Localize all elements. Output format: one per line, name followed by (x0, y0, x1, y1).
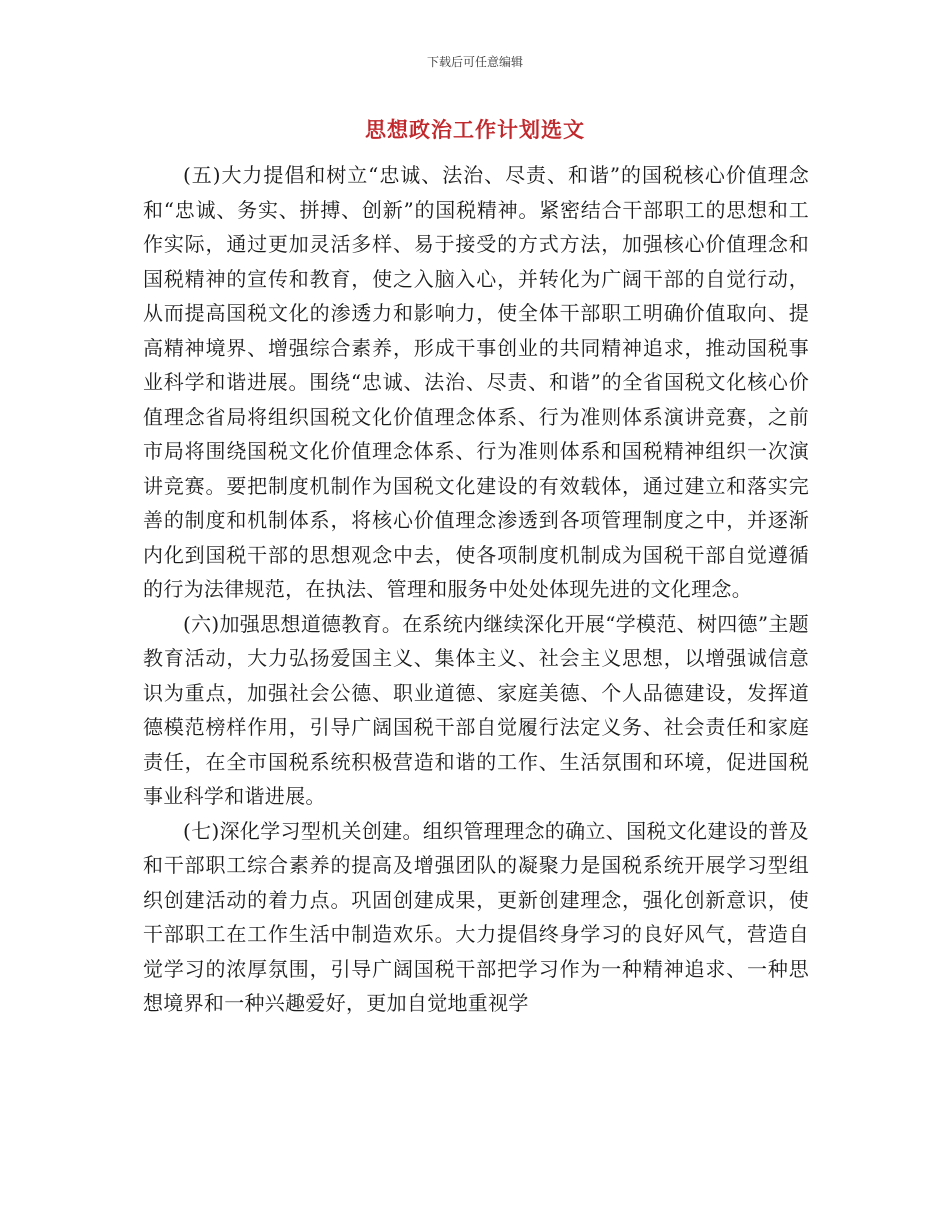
paragraph-5: (五)大力提倡和树立“忠诚、法治、尽责、和谐”的国税核心价值理念和“忠诚、务实、拼搏、创新”的国税精神。紧密结合干部职工的思想和工作实际，通过更加灵活多样、易于接受的方式方法，加强核心价值理念和国税精神的宣传和教育，使之入脑入心，并转化为广阔干部的自觉行动，从而提高国税文化的渗透力和影响力，使全体干部职工明确价值取向、提高精神境界、增强综合素养，形成干事创业的共同精神追求，推动国税事业科学和谐进展。围绕“忠诚、法治、尽责、和谐”的全省国税文化核心价值理念省局将组织国税文化价值理念体系、行为准则体系演讲竞赛，之前市局将围绕国税文化价值理念体系、行为准则体系和国税精神组织一次演讲竞赛。要把制度机制作为国税文化建设的有效载体，通过建立和落实完善的制度和机制体系，将核心价值理念渗透到各项管理制度之中，并逐渐内化到国税干部的思想观念中去，使各项制度机制成为国税干部自觉遵循的行为法律规范，在执法、管理和服务中处处体现先进的文化理念。 (143, 163, 809, 601)
paragraph-7: (七)深化学习型机关创建。组织管理理念的确立、国税文化建设的普及和干部职工综合素养的提高及增强团队的凝聚力是国税系统开展学习型组织创建活动的着力点。巩固创建成果，更新创建理念，强化创新意识，使干部职工在工作生活中制造欢乐。大力提倡终身学习的良好风气，营造自觉学习的浓厚氛围，引导广阔国税干部把学习作为一种精神追求、一种思想境界和一种兴趣爱好，更加自觉地重视学 (143, 818, 809, 1015)
paragraph-6: (六)加强思想道德教育。在系统内继续深化开展“学模范、树四德”主题教育活动，大力弘扬爱国主义、集体主义、社会主义思想，以增强诚信意识为重点，加强社会公德、职业道德、家庭美德、个人品德建设，发挥道德模范榜样作用，引导广阔国税干部自觉履行法定义务、社会责任和家庭责任，在全市国税系统积极营造和谐的工作、生活氛围和环境，促进国税事业科学和谐进展。 (143, 611, 809, 808)
document-body (143, 158, 809, 1021)
document-title: 思想政治工作计划选文 (365, 118, 585, 142)
header-note: 下载后可任意编辑 (426, 55, 523, 69)
